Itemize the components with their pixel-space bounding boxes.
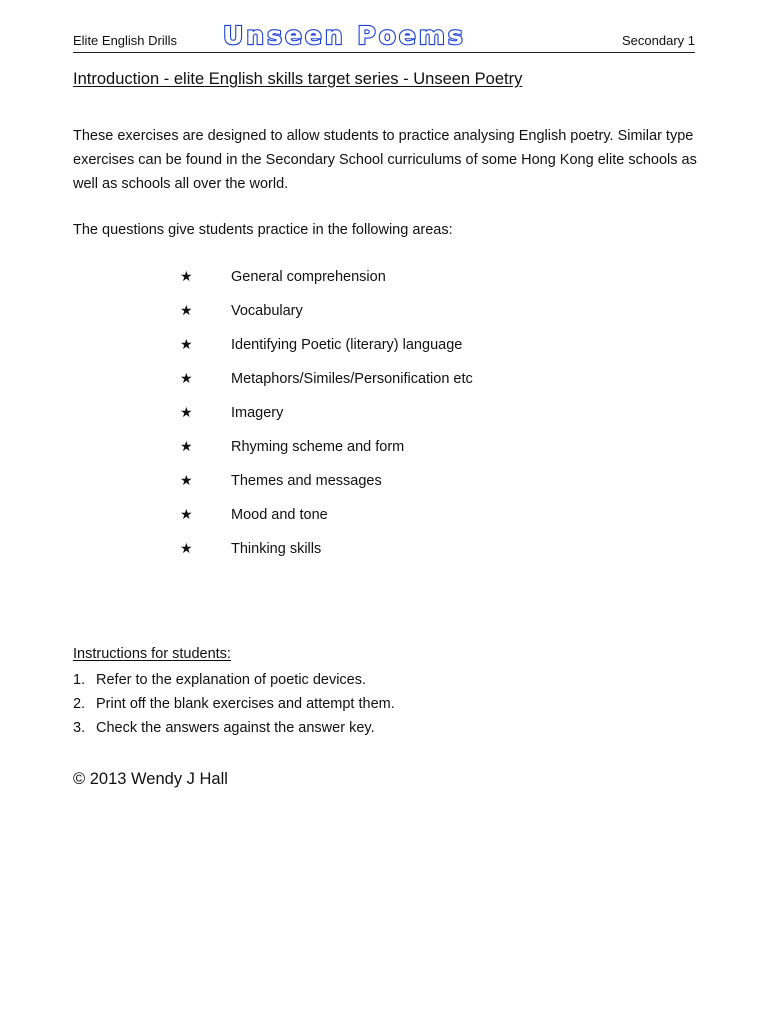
list-item-label: Imagery bbox=[231, 405, 284, 421]
header-level-label: Secondary 1 bbox=[622, 33, 695, 48]
list-item-label: General comprehension bbox=[231, 269, 386, 285]
list-item-label: Themes and messages bbox=[231, 473, 382, 489]
page-header bbox=[73, 22, 695, 56]
star-icon: ★ bbox=[180, 371, 193, 387]
list-item-label: Metaphors/Similes/Personification etc bbox=[231, 371, 473, 387]
header-divider bbox=[73, 52, 695, 53]
instruction-text: Print off the blank exercises and attempt them. bbox=[96, 696, 395, 712]
copyright-notice: © 2013 Wendy J Hall bbox=[73, 770, 228, 788]
instruction-text: Refer to the explanation of poetic devices. bbox=[96, 672, 367, 688]
star-icon: ★ bbox=[180, 269, 193, 285]
instruction-number: 3. bbox=[73, 720, 86, 736]
list-item bbox=[180, 436, 473, 470]
areas-intro-paragraph: The questions give students practice in the following areas: bbox=[73, 222, 453, 238]
instruction-item bbox=[73, 668, 395, 692]
document-title: Introduction - elite English skills target series - Unseen Poetry bbox=[73, 70, 523, 88]
star-icon: ★ bbox=[180, 541, 193, 557]
list-item-label: Identifying Poetic (literary) language bbox=[231, 337, 463, 353]
instruction-item bbox=[73, 716, 395, 740]
header-title: Unseen Poems bbox=[223, 21, 466, 50]
list-item bbox=[180, 300, 473, 334]
list-item-label: Mood and tone bbox=[231, 507, 328, 523]
star-icon: ★ bbox=[180, 303, 193, 319]
instruction-number: 1. bbox=[73, 672, 86, 688]
list-item-label: Thinking skills bbox=[231, 541, 322, 557]
star-icon: ★ bbox=[180, 439, 193, 455]
star-icon: ★ bbox=[180, 507, 193, 523]
list-item bbox=[180, 334, 473, 368]
list-item bbox=[180, 368, 473, 402]
instructions-list bbox=[73, 668, 395, 740]
star-icon: ★ bbox=[180, 337, 193, 353]
instruction-text: Check the answers against the answer key. bbox=[96, 720, 375, 736]
star-icon: ★ bbox=[180, 473, 193, 489]
practice-areas-list bbox=[180, 266, 473, 572]
list-item bbox=[180, 538, 473, 572]
intro-paragraph: These exercises are designed to allow students to practice analysing English poetry. Similar type exercises can be found in the Secondary School curriculums of some Hong Kong elite schools as well as schools all over the world. bbox=[73, 128, 697, 192]
list-item bbox=[180, 504, 473, 538]
header-series-label: Elite English Drills bbox=[73, 33, 178, 48]
list-item bbox=[180, 266, 473, 300]
list-item-label: Rhyming scheme and form bbox=[231, 439, 405, 455]
instruction-number: 2. bbox=[73, 696, 86, 712]
star-icon: ★ bbox=[180, 405, 193, 421]
list-item bbox=[180, 470, 473, 504]
instructions-heading: Instructions for students: bbox=[73, 646, 231, 662]
list-item bbox=[180, 402, 473, 436]
instruction-item bbox=[73, 692, 395, 716]
list-item-label: Vocabulary bbox=[231, 303, 303, 319]
